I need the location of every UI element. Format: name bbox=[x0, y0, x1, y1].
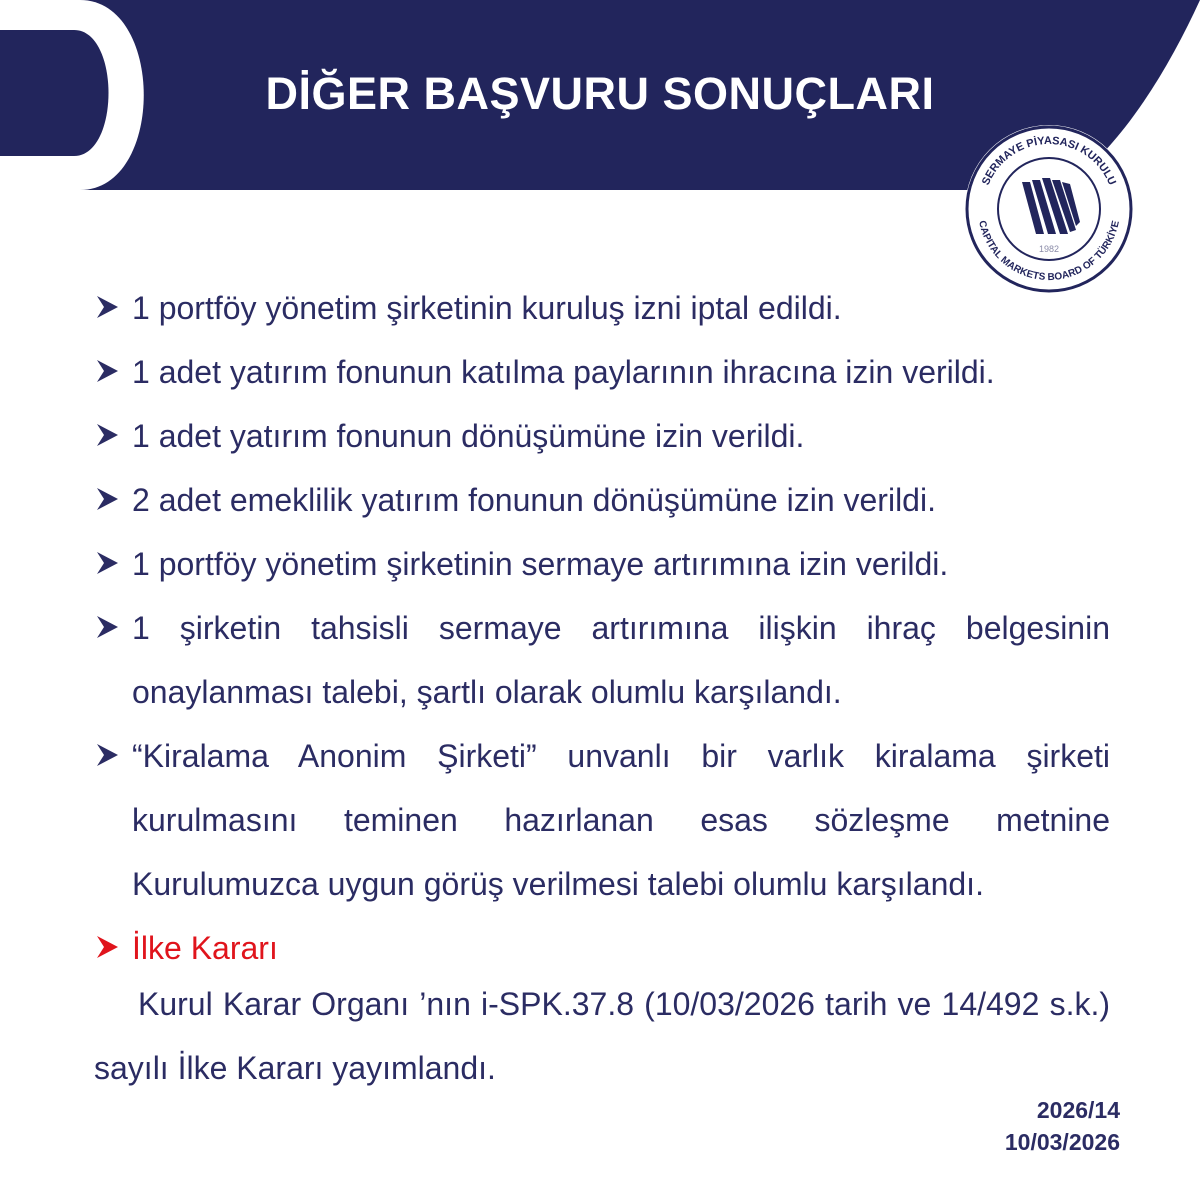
arrow-bullet-icon bbox=[94, 358, 120, 384]
svg-text:CAPITAL MARKETS BOARD OF TÜRKİ: CAPITAL MARKETS BOARD OF TÜRKİYE bbox=[976, 219, 1122, 284]
principle-heading-item bbox=[94, 916, 1110, 980]
page-title: DİĞER BAŞVURU SONUÇLARI bbox=[265, 68, 935, 119]
list-item bbox=[94, 340, 1110, 404]
results-list bbox=[94, 276, 1110, 980]
list-item bbox=[94, 468, 1110, 532]
bulletin-number: 2026/14 bbox=[1036, 1097, 1120, 1123]
principle-heading: İlke Kararı bbox=[132, 930, 278, 966]
arrow-bullet-icon bbox=[94, 934, 120, 960]
arrow-bullet-icon bbox=[94, 550, 120, 576]
list-item bbox=[94, 276, 1110, 340]
list-item-text: 1 portföy yönetim şirketinin sermaye artırımına izin verildi. bbox=[132, 546, 949, 582]
list-item-text: 1 adet yatırım fonunun dönüşümüne izin verildi. bbox=[132, 418, 805, 454]
list-item-text: 1 şirketin tahsisli sermaye artırımına ilişkin ihraç belgesinin onaylanması talebi, şartlı olarak olumlu karşılandı. bbox=[132, 610, 1110, 710]
list-item-text: 1 adet yatırım fonunun katılma paylarının ihracına izin verildi. bbox=[132, 354, 995, 390]
list-item bbox=[94, 724, 1110, 916]
list-item-text: 2 adet emeklilik yatırım fonunun dönüşümüne izin verildi. bbox=[132, 482, 936, 518]
list-item bbox=[94, 404, 1110, 468]
list-item-text: 1 portföy yönetim şirketinin kuruluş izni iptal edildi. bbox=[132, 290, 842, 326]
principle-text: Kurul Karar Organı ’nın i-SPK.37.8 (10/03/2026 tarih ve 14/492 s.k.) sayılı İlke Kararı yayımlandı. bbox=[94, 986, 1110, 1086]
arrow-bullet-icon bbox=[94, 614, 120, 640]
bulletin-date: 10/03/2026 bbox=[1004, 1129, 1120, 1155]
svg-text:SERMAYE PİYASASI KURULU: SERMAYE PİYASASI KURULU bbox=[979, 134, 1119, 188]
arrow-bullet-icon bbox=[94, 294, 120, 320]
list-item bbox=[94, 532, 1110, 596]
list-item-text: “Kiralama Anonim Şirketi” unvanlı bir varlık kiralama şirketi kurulmasını teminen hazırlanan esas sözleşme metnine Kurulumuzca uygun görüş verilmesi talebi olumlu karşılandı. bbox=[132, 738, 1110, 902]
list-item bbox=[94, 596, 1110, 724]
arrow-bullet-icon bbox=[94, 486, 120, 512]
bulletin-reference bbox=[1005, 1094, 1120, 1158]
arrow-bullet-icon bbox=[94, 422, 120, 448]
svg-text:1982: 1982 bbox=[1038, 244, 1060, 254]
arrow-bullet-icon bbox=[94, 742, 120, 768]
spk-seal-logo bbox=[964, 124, 1134, 294]
